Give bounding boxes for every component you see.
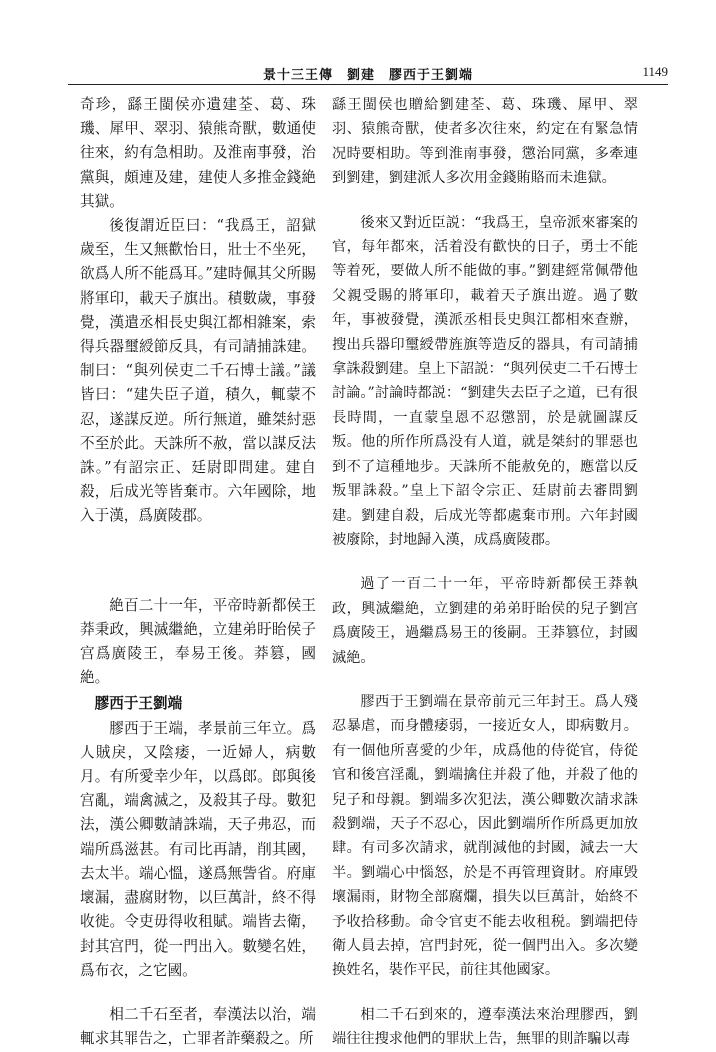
paragraph: 過了一百二十一年，平帝時新都侯王莽執政，興滅繼絶，立劉建的弟弟盱眙侯的兒子劉宫爲廣陵王，過繼爲易王的後嗣。王莽篡位，封國滅絶。 [332,576,638,666]
section-title: 膠西于王劉端 [94,695,183,713]
paragraph: 後復謂近臣曰：“我爲王，詔獄歲至，生又無歡怡日，壯士不坐死，欲爲人所不能爲耳。”建時佩其父所賜將軍印，載天子旗出。積數歲，事發覺，漢遣丞相長史與江都相雜案，索得兵器璽綬節反具，有司請捕誅建。制曰：“與列侯吏二千石博士議。”議皆曰：“建失臣子道，積久，輒蒙不忍，遂謀反逆。所行無道，雖桀紂惡不至於此。天誅所不赦，當以謀反法誅。”有詔宗正、廷尉即問建。建自殺，后成光等皆棄市。六年國除，地入于漢，爲廣陵郡。 [80,217,316,525]
paragraph: 膠西于王端，孝景前三年立。爲人賊戾，又陰痿，一近婦人，病數月。有所愛幸少年，以爲郎。郎與後宫亂，端禽滅之，及殺其子母。數犯法，漢公卿數請誅端，天子弗忍，而端所爲滋甚。有司比再請，削其國，去太半。端心慍，遂爲無訾省。府庫壞漏，盡腐財物，以巨萬計，終不得收徙。令吏毋得收租賦。端皆去衛，封其宫門，從一門出入。數變名姓，爲布衣，之它國。 [80,719,316,979]
paragraph: 奇珍，繇王閩侯亦遺建荃、葛、珠璣、犀甲、翠羽、猿熊奇獸，數通使往來，約有急相助。及淮南事發，治黨與，頗連及建，建使人多推金錢絶其獄。 [80,96,316,210]
page-number: 1149 [642,64,668,79]
header-rule [68,84,668,85]
classical-text-column [80,93,316,1051]
paragraph: 絶百二十一年，平帝時新都侯王莽秉政，興滅繼絶，立建弟盱眙侯子宫爲廣陵王，奉易王後。莽篡，國絶。 [80,596,316,687]
page-header [68,62,668,86]
paragraph: 膠西于王劉端在景帝前元三年封王。爲人殘忍暴虐，而身體痿弱，一接近女人，即病數月。有一個他所喜愛的少年，成爲他的侍從官，侍從官和後宫淫亂，劉端擒住并殺了他，并殺了他的兒子和母親。劉端多次犯法，漢公卿數次請求誅殺劉端，天子不忍心，因此劉端所作所爲更加放肆。有司多次請求，就削減他的封國，減去一大半。劉端心中惱怒，於是不再管理資財。府庫毁壞漏雨，財物全部腐爛，損失以巨萬計，始終不予收拾移動。命令官吏不能去收租税。劉端把侍衛人員去掉，宫門封死，從一個門出入。多次變换姓名，裝作平民，前往其他國家。 [332,693,638,979]
translation-text-column [332,93,638,1052]
running-title: 景十三王傳 劉建 膠西于王劉端 [262,68,473,83]
paragraph: 後來又對近臣説：“我爲王，皇帝派來審案的官，每年都來，活着没有歡快的日子，勇士不能等着死，要做人所不能做的事。”劉建經常佩帶他父親受賜的將軍印，載着天子旗出遊。過了數年，事被發覺，漢派丞相長史與江都相來查辦，搜出兵器印璽綬帶旌旗等造反的器具，有司請捕拿誅殺劉建。皇上下詔説：“與列侯吏二千石博士討論。”討論時都説：“劉建失去臣子之道，已有很長時間，一直蒙皇恩不忍懲罰，於是就圖謀反叛。他的所作所爲没有人道，就是桀紂的罪惡也到不了這種地步。天誅所不能赦免的，應當以反叛罪誅殺。”皇上下詔令宗正、廷尉前去審問劉建。劉建自殺，后成光等都處棄市刑。六年封國被廢除，封地歸入漢，成爲廣陵郡。 [332,214,638,548]
paragraph: 相二千石到來的，遵奉漢法來治理膠西，劉端往往搜求他們的罪狀上告，無罪的則詐騙以毒 [332,1006,638,1048]
paragraph: 繇王閩侯也贈給劉建荃、葛、珠璣、犀甲、翠羽、猿熊奇獸，使者多次往來，約定在有緊急情况時要相助。等到淮南事發，懲治同黨，多牽連到劉建，劉建派人多次用金錢賄賂而未進獄。 [332,97,638,187]
paragraph: 相二千石至者，奉漢法以治，端輒求其罪告之，亡罪者詐藥殺之。所 [80,1005,316,1048]
